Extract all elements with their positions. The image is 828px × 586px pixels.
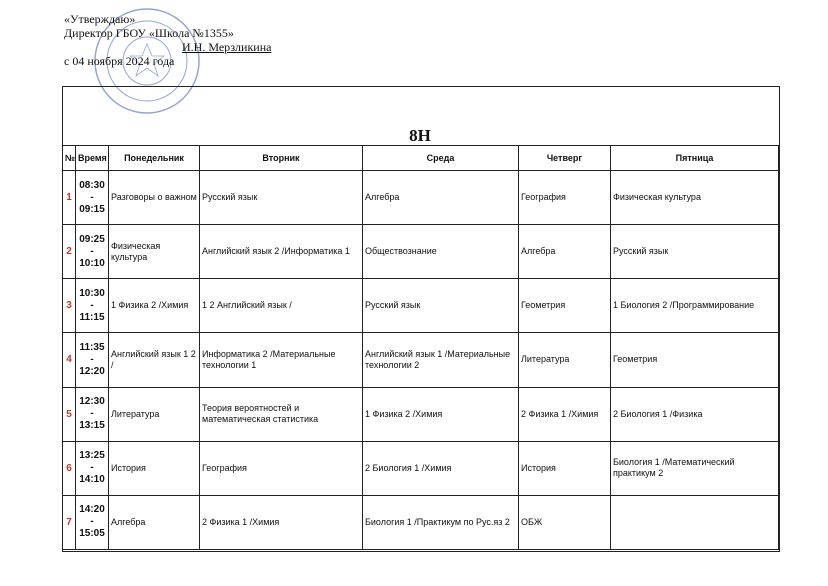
table-row bbox=[63, 441, 779, 495]
tuesday-lesson: Теория вероятностей и математическая статистика bbox=[200, 387, 363, 441]
lesson-time: 10:30 - 11:15 bbox=[76, 279, 109, 333]
table-row bbox=[63, 279, 779, 333]
lesson-number: 5 bbox=[63, 387, 76, 441]
lesson-time: 08:30 - 09:15 bbox=[76, 171, 109, 225]
table-row bbox=[63, 495, 779, 549]
lesson-number: 7 bbox=[63, 495, 76, 549]
table-row bbox=[63, 333, 779, 387]
header-thursday: Четверг bbox=[519, 146, 611, 171]
tuesday-lesson: Русский язык bbox=[200, 171, 363, 225]
approval-block bbox=[64, 12, 271, 68]
monday-lesson: Алгебра bbox=[109, 495, 200, 549]
monday-lesson: 1 Физика 2 /Химия bbox=[109, 279, 200, 333]
thursday-lesson: ОБЖ bbox=[519, 495, 611, 549]
tuesday-lesson: Английский язык 2 /Информатика 1 bbox=[200, 225, 363, 279]
header-wednesday: Среда bbox=[363, 146, 519, 171]
friday-lesson: Геометрия bbox=[611, 333, 779, 387]
lesson-time: 14:20 - 15:05 bbox=[76, 495, 109, 549]
monday-lesson: История bbox=[109, 441, 200, 495]
lesson-time: 12:30 - 13:15 bbox=[76, 387, 109, 441]
lesson-number: 2 bbox=[63, 225, 76, 279]
friday-lesson bbox=[611, 495, 779, 549]
thursday-lesson: Геометрия bbox=[519, 279, 611, 333]
wednesday-lesson: Биология 1 /Практикум по Рус.яз 2 bbox=[363, 495, 519, 549]
tuesday-lesson: Информатика 2 /Материальные технологии 1 bbox=[200, 333, 363, 387]
table-row bbox=[63, 225, 779, 279]
lesson-time: 13:25 - 14:10 bbox=[76, 441, 109, 495]
table-row bbox=[63, 171, 779, 225]
wednesday-lesson: Русский язык bbox=[363, 279, 519, 333]
lesson-number: 1 bbox=[63, 171, 76, 225]
thursday-lesson: Литература bbox=[519, 333, 611, 387]
monday-lesson: Разговоры о важном bbox=[109, 171, 200, 225]
schedule-table bbox=[62, 145, 779, 550]
approval-line-3: И.Н. Мерзликина bbox=[182, 40, 272, 54]
wednesday-lesson: Алгебра bbox=[363, 171, 519, 225]
thursday-lesson: 2 Физика 1 /Химия bbox=[519, 387, 611, 441]
monday-lesson: Литература bbox=[109, 387, 200, 441]
approval-line-4: с 04 ноября 2024 года bbox=[64, 54, 175, 68]
header-number: № bbox=[63, 146, 76, 171]
table-row bbox=[63, 387, 779, 441]
approval-line-1: «Утверждаю» bbox=[64, 12, 136, 26]
table-header-row bbox=[63, 146, 779, 171]
class-title: 8Н bbox=[409, 126, 431, 145]
header-time: Время bbox=[76, 146, 109, 171]
header-monday: Понедельник bbox=[109, 146, 200, 171]
wednesday-lesson: 1 Физика 2 /Химия bbox=[363, 387, 519, 441]
friday-lesson: 1 Биология 2 /Программирование bbox=[611, 279, 779, 333]
wednesday-lesson: Обществознание bbox=[363, 225, 519, 279]
thursday-lesson: География bbox=[519, 171, 611, 225]
lesson-number: 6 bbox=[63, 441, 76, 495]
thursday-lesson: История bbox=[519, 441, 611, 495]
lesson-time: 11:35 - 12:20 bbox=[76, 333, 109, 387]
header-friday: Пятница bbox=[611, 146, 779, 171]
wednesday-lesson: 2 Биология 1 /Химия bbox=[363, 441, 519, 495]
monday-lesson: Физическая культура bbox=[109, 225, 200, 279]
friday-lesson: Физическая культура bbox=[611, 171, 779, 225]
friday-lesson: Биология 1 /Математический практикум 2 bbox=[611, 441, 779, 495]
lesson-time: 09:25 - 10:10 bbox=[76, 225, 109, 279]
tuesday-lesson: 1 2 Английский язык / bbox=[200, 279, 363, 333]
monday-lesson: Английский язык 1 2 / bbox=[109, 333, 200, 387]
lesson-number: 3 bbox=[63, 279, 76, 333]
header-tuesday: Вторник bbox=[200, 146, 363, 171]
friday-lesson: 2 Биология 1 /Физика bbox=[611, 387, 779, 441]
wednesday-lesson: Английский язык 1 /Материальные технологии 2 bbox=[363, 333, 519, 387]
lesson-number: 4 bbox=[63, 333, 76, 387]
thursday-lesson: Алгебра bbox=[519, 225, 611, 279]
friday-lesson: Русский язык bbox=[611, 225, 779, 279]
tuesday-lesson: География bbox=[200, 441, 363, 495]
tuesday-lesson: 2 Физика 1 /Химия bbox=[200, 495, 363, 549]
approval-line-2: Директор ГБОУ «Школа №1355» bbox=[64, 26, 234, 40]
